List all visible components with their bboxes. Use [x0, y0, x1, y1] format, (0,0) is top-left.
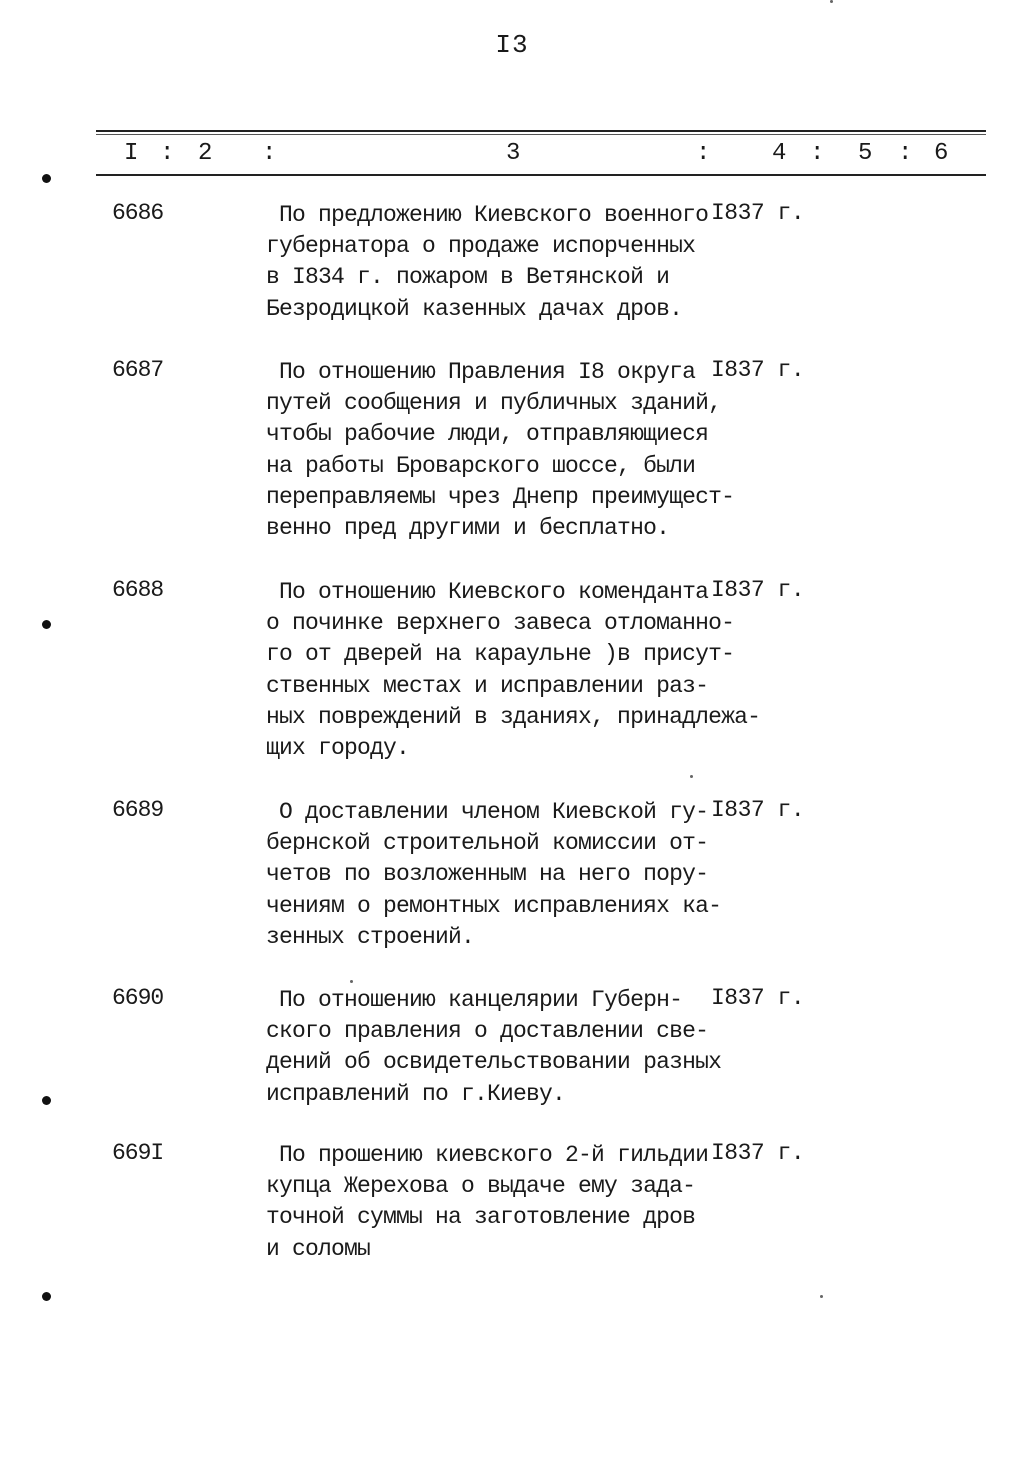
- header-col-1: I: [124, 140, 139, 167]
- table-header: [96, 138, 986, 170]
- entry-description: По прошению киевского 2-й гильдии купца Жерехова о выдаче ему зада- точной суммы на заготовление дров и соломы: [266, 1142, 709, 1262]
- punch-hole-mark: [42, 620, 51, 629]
- entry-description: По отношению Правления I8 округа путей сообщения и публичных зданий, чтобы рабочие люди, отправляющиеся на работы Броварского шоссе, были переправляемы чрез Днепр преимущест- венно пред другими и бесплатно.: [266, 359, 735, 542]
- entry-number: 6690: [112, 985, 164, 1011]
- entry-year: I837 г.: [711, 200, 805, 226]
- entry-number: 6687: [112, 357, 164, 383]
- header-col-2: 2: [198, 140, 213, 167]
- scan-speck: [830, 0, 833, 3]
- header-separator: :: [696, 140, 711, 167]
- header-col-6: 6: [934, 140, 949, 167]
- header-top-rule-thin: [96, 134, 986, 135]
- entry-number: 6686: [112, 200, 164, 226]
- entry-description: По отношению Киевского коменданта о починке верхнего завеса отломанно- го от дверей на караульне )в присут- ственных местах и исправлении раз- ных повреждений в зданиях, принадлежа- щих городу.: [266, 579, 761, 762]
- scan-speck: [690, 775, 693, 778]
- entry-description: По предложению Киевского военного губернатора о продаже испорченных в I834 г. пожаром в Ветянской и Безродицкой казенных дачах дров.: [266, 202, 709, 322]
- header-separator: :: [810, 140, 825, 167]
- entry-number: 669I: [112, 1140, 164, 1166]
- entry-year: I837 г.: [711, 357, 805, 383]
- scan-speck: [820, 1295, 823, 1298]
- punch-hole-mark: [42, 174, 51, 183]
- punch-hole-mark: [42, 1292, 51, 1301]
- header-col-5: 5: [858, 140, 873, 167]
- header-col-3: 3: [506, 140, 521, 167]
- header-separator: :: [160, 140, 175, 167]
- scan-speck: [350, 980, 353, 983]
- entry-year: I837 г.: [711, 1140, 805, 1166]
- header-top-rule: [96, 130, 986, 132]
- header-separator: :: [898, 140, 913, 167]
- entry-description: По отношению канцелярии Губерн- ского правления о доставлении све- дений об освидетельствовании разных исправлений по г.Киеву.: [266, 987, 722, 1107]
- punch-hole-mark: [42, 1096, 51, 1105]
- header-bottom-rule: [96, 174, 986, 176]
- entry-year: I837 г.: [711, 797, 805, 823]
- entry-number: 6689: [112, 797, 164, 823]
- header-separator: :: [262, 140, 277, 167]
- page-number: I3: [495, 30, 529, 60]
- entry-year: I837 г.: [711, 985, 805, 1011]
- entry-description: О доставлении членом Киевской гу- бернской строительной комиссии от- четов по возложенным на него пору- чениям о ремонтных исправлениях ка- зенных строений.: [266, 799, 722, 950]
- entry-number: 6688: [112, 577, 164, 603]
- entry-year: I837 г.: [711, 577, 805, 603]
- header-col-4: 4: [772, 140, 787, 167]
